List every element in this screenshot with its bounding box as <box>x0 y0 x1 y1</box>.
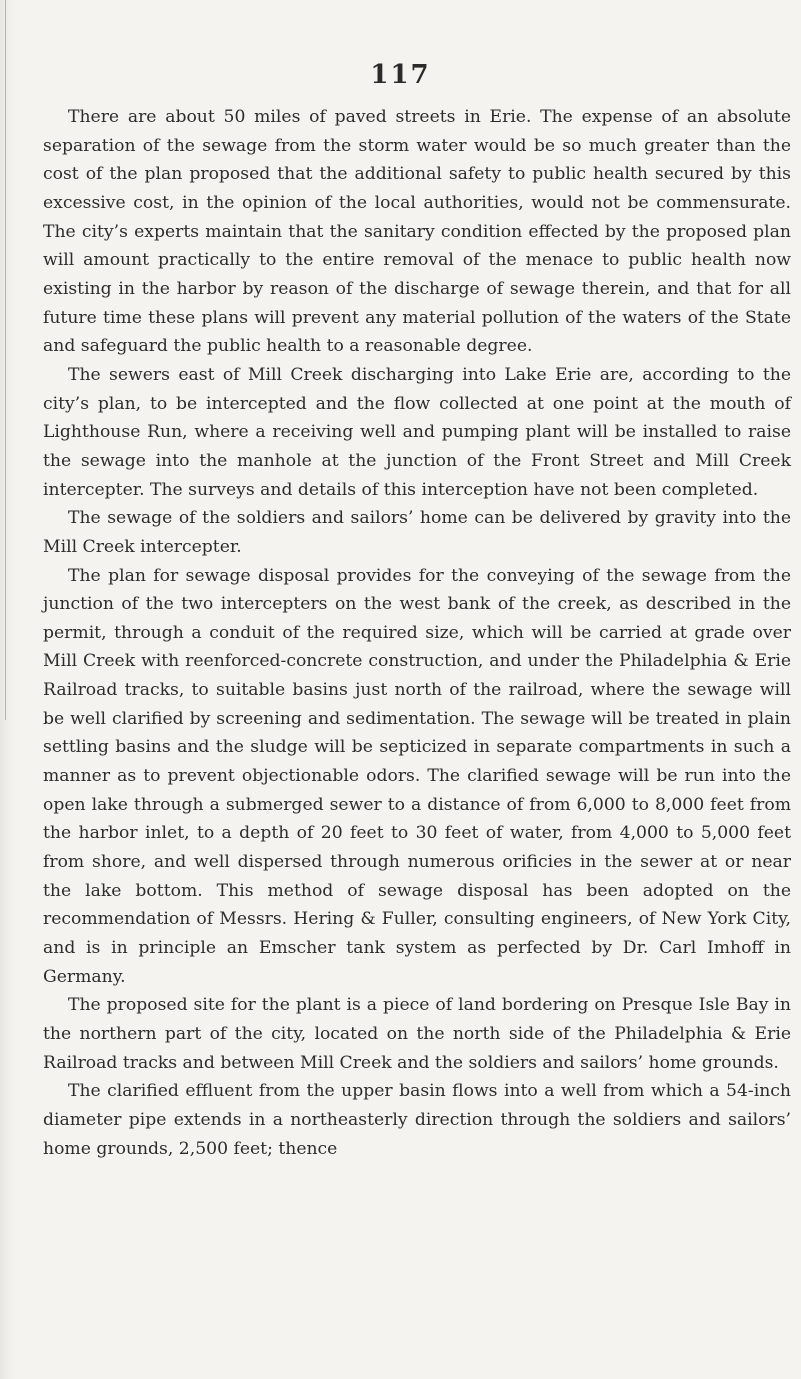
paragraph-disposal-plan: The plan for sewage disposal provides for the conveying of the sewage from the junction of the two intercepters on the west bank of the creek, as described in the permit, through a conduit of the required size, which will be carried at grade over Mill Creek with reenforced-concrete construction, and under the Philadelphia & Erie Railroad tracks, to suitable basins just north of the railroad, where the sewage will be well clarified by screening and sedimentation. The sewage will be treated in plain settling basins and the sludge will be septicized in separate compartments in such a manner as to prevent objectionable odors. The clarified sewage will be run into the open lake through a submerged sewer to a distance of from 6,000 to 8,000 feet from the harbor inlet, to a depth of 20 feet to 30 feet of water, from 4,000 to 5,000 feet from shore, and well dispersed through numerous orificies in the sewer at or near the lake bottom. This method of sewage disposal has been adopted on the recommendation of Messrs. Hering & Fuller, consulting engineers, of New York City, and is in principle an Emscher tank system as perfected by Dr. Carl Imhoff in Germany. <box>43 565 791 987</box>
paragraph-effluent: The clarified effluent from the upper basin flows into a well from which a 54-inch diameter pipe extends in a northeasterly direction through the soldiers and sailors’ home grounds, 2,500 feet; thence <box>43 1081 791 1159</box>
paragraph-plant-site: The proposed site for the plant is a piece of land bordering on Presque Isle Bay in the northern part of the city, located on the north side of the Philadelphia & Erie Railroad tracks and between Mill Creek and the soldiers and sailors’ home grounds. <box>43 995 791 1073</box>
paragraph-sewers-east: The sewers east of Mill Creek discharging into Lake Erie are, according to the city’s plan, to be intercepted and the flow collected at one point at the mouth of Lighthouse Run, where a receiving well and pumping plant will be installed to raise the sewage into the manhole at the junction of the Front Street and Mill Creek intercepter. The surveys and details of this interception have not been completed. <box>43 364 791 500</box>
scan-edge-line <box>5 0 6 720</box>
scan-edge-shadow <box>0 0 14 1379</box>
page-number: 117 <box>370 60 431 90</box>
body-text <box>43 103 791 1163</box>
paragraph-soldiers-home: The sewage of the soldiers and sailors’ home can be delivered by gravity into the Mill Creek intercepter. <box>43 508 791 557</box>
paragraph-streets: There are about 50 miles of paved streets in Erie. The expense of an absolute separation of the sewage from the storm water would be so much greater than the cost of the plan proposed that the additional safety to public health secured by this excessive cost, in the opinion of the local authorities, would not be commensurate. The city’s experts maintain that the sanitary condition effected by the proposed plan will amount practically to the entire removal of the menace to public health now existing in the harbor by reason of the discharge of sewage therein, and that for all future time these plans will prevent any material pollution of the waters of the State and safeguard the public health to a reasonable degree. <box>43 107 791 357</box>
